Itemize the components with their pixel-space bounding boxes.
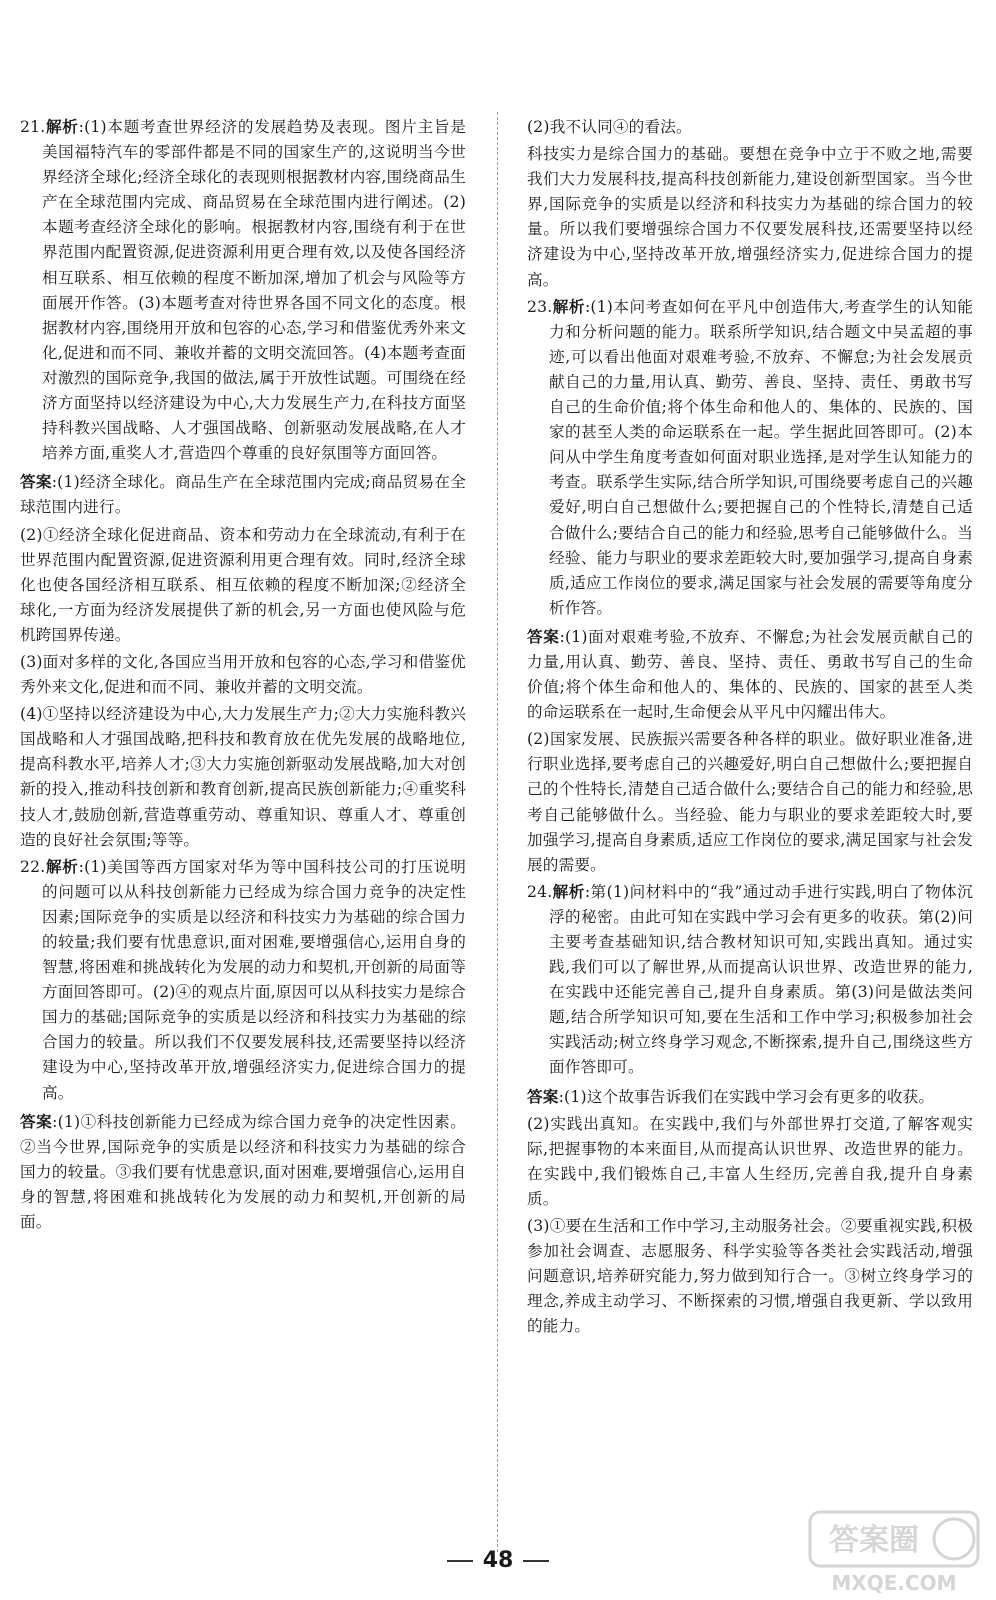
- answer-text: :(1)①科技创新能力已经成为综合国力竞争的决定性因素。②当今世界,国际竞争的实质是以经济和科技实力为基础的综合国力的较量。③我们要有忧患意识,面对困难,要增强信心,运用自身的智慧,将困难和挑战转化为发展的动力和契机,开创新的局面。: [20, 1112, 466, 1232]
- analysis-text: :(1)本题考查世界经济的发展趋势及表现。图片主旨是美国福特汽车的零部件都是不同的国家生产的,这说明当今世界经济全球化;经济全球化的表现则根据教材内容,围绕商品生产在全球范围内完成、商品贸易在全球范围内进行阐述。(2)本题考查经济全球化的影响。根据教材内容,围绕有利于在世界范围内配置资源,促进资源利用更合理有效,以及使各国经济相互联系、相互依赖的程度不断加深,增加了机会与风险等方面展开作答。(3)本题考查对待世界各国不同文化的态度。根据教材内容,围绕用开放和包容的心态,学习和借鉴优秀外来文化,促进和而不同、兼收并蓄的文明交流回答。(4)本题考查面对激烈的国际竞争,我国的做法,属于开放性试题。可围绕在经济方面坚持以经济建设为中心,大力发展生产力,在科技方面坚持科教兴国战略、人才强国战略、创新驱动发展战略,在人才培养方面,重奖人才,营造四个尊重的良好氛围等方面回答。: [42, 118, 466, 463]
- answer-paragraph: (2)我不认同④的看法。: [527, 118, 692, 136]
- answer-label: 答案: [20, 473, 52, 492]
- page-number: 48: [482, 1548, 514, 1573]
- question-22-answer: [20, 1110, 466, 1235]
- analysis-text: :(1)本问考查如何在平凡中创造伟大,考查学生的认知能力和分析问题的能力。联系所学知识,结合题文中吴孟超的事迹,可以看出他面对艰难考验,不放弃、不懈怠;为社会发展贡献自己的力量,用认真、勤劳、善良、坚持、责任、勇敢书写自己的生命价值;将个体生命和他人的、集体的、民族的、国家的甚至人类的命运联系在一起。学生据此回答即可。(2)本问从中学生角度考查如何面对职业选择,是对学生认知能力的考查。联系学生实际,结合所学知识,可围绕要考虑自己的兴趣爱好,明白自己想做什么;要把握自己的个性特长,清楚自己适合做什么;要结合自己的能力和经验,思考自己能够做什么。当经验、能力与职业的要求差距较大时,要加强学习,提高自身素质,适应工作岗位的要求,满足国家与社会发展的需要等角度分析作答。: [549, 297, 973, 617]
- answer-paragraph: (2)①经济全球化促进商品、资本和劳动力在全球流动,有利于在世界范围内配置资源,促进资源利用更合理有效。同时,经济全球化也使各国经济相互联系、相互依赖的程度不断加深;②经济全球化,一方面为经济发展提供了新的机会,另一方面也使风险与危机跨国界传递。: [20, 525, 466, 644]
- answer-text: :(1)经济全球化。商品生产在全球范围内完成;商品贸易在全球范围内进行。: [20, 473, 466, 517]
- right-column: [527, 115, 973, 1342]
- answer-text: :(1)这个故事告诉我们在实践中学习会有更多的收获。: [558, 1087, 935, 1106]
- question-number: 23.: [527, 297, 553, 316]
- answer-paragraph: (3)面对多样的文化,各国应当用开放和包容的心态,学习和借鉴优秀外来文化,促进和而不同、兼收并蓄的文明交流。: [20, 652, 466, 697]
- analysis-label: 解析: [45, 857, 79, 876]
- column-divider: [497, 112, 498, 1552]
- watermark-text-cn: 答案圈: [829, 1523, 919, 1558]
- question-24-analysis: [527, 880, 973, 1081]
- analysis-text: :第(1)问材料中的“我”通过动手进行实践,明白了物体沉浮的秘密。由此可知在实践中学习会有更多的收获。第(2)问主要考查基础知识,结合教材知识可知,实践出真知。通过实践,我们可以了解世界,从而提高认识世界、改造世界的能力,在实践中还能完善自己,提升自身素质。第(3)问是做法类问题,结合所学知识可知,要在生活和工作中学习;积极参加社会实践活动;树立终身学习观念,不断探索,提升自己,围绕这些方面作答即可。: [549, 882, 974, 1077]
- watermark-text-url: MXQE.COM: [831, 1571, 957, 1595]
- analysis-label: 解析: [552, 882, 585, 901]
- answer-paragraph: (3)①要在生活和工作中学习,主动服务社会。②要重视实践,积极参加社会调查、志愿服务、科学实验等各类社会实践活动,增强问题意识,培养研究能力,努力做到知行合一。③树立终身学习的理念,养成主动学习、不断探索的习惯,增强自我更新、学以致用的能力。: [527, 1217, 973, 1336]
- answer-paragraph: (4)①坚持以经济建设为中心,大力发展生产力;②大力实施科教兴国战略和人才强国战略,把科技和教育放在优先发展的战略地位,提高科教水平,培养人才;③大力实施创新驱动发展战略,加大对创新的投入,推动科技创新和教育创新,提高民族创新能力;④重奖科技人才,鼓励创新,营造尊重劳动、尊重知识、尊重人才、尊重创造的良好社会氛围;等等。: [20, 705, 466, 849]
- analysis-label: 解析: [45, 118, 79, 136]
- question-21-analysis: [20, 115, 466, 466]
- left-column: [20, 115, 466, 1237]
- question-23-analysis: [527, 295, 973, 621]
- footer-dash-left: [447, 1560, 473, 1562]
- watermark-circle: [934, 1519, 974, 1559]
- question-24-answer: [527, 1085, 973, 1110]
- question-number: 22.: [20, 857, 46, 876]
- answer-paragraph: (2)国家发展、民族振兴需要各种各样的职业。做好职业准备,进行职业选择,要考虑自己的兴趣爱好,明白自己想做什么;要把握自己的个性特长,清楚自己适合做什么;要结合自己的能力和经验,思考自己能够做什么。当经验、能力与职业的要求差距较大时,要加强学习,提高自身素质,适应工作岗位的要求,满足国家与社会发展的需要。: [527, 730, 973, 874]
- answer-label: 答案: [527, 1087, 559, 1106]
- question-number: 21.: [20, 118, 46, 136]
- answer-paragraph: (2)实践出真知。在实践中,我们与外部世界打交道,了解客观实际,把握事物的本来面目,从而提高认识世界、改造世界的能力。在实践中,我们锻炼自己,丰富人生经历,完善自我,提升自身素质。: [527, 1114, 973, 1208]
- question-22-analysis: [20, 855, 466, 1106]
- answer-paragraph: 科技实力是综合国力的基础。要想在竞争中立于不败之地,需要我们大力发展科技,提高科技创新能力,建设创新型国家。当今世界,国际竞争的实质是以经济和科技实力为基础的综合国力的较量。所以我们要增强综合国力不仅要发展科技,还需要坚持以经济建设为中心,坚持改革开放,增强经济实力,促进综合国力的提高。: [527, 145, 973, 289]
- watermark-logo: [804, 1506, 984, 1596]
- footer-dash-right: [523, 1560, 549, 1562]
- question-21-answer: [20, 470, 466, 520]
- answer-label: 答案: [527, 627, 560, 646]
- question-23-answer: [527, 625, 973, 725]
- question-number: 24.: [527, 882, 553, 901]
- analysis-text: :(1)美国等西方国家对华为等中国科技公司的打压说明的问题可以从科技创新能力已经成为综合国力竞争的决定性因素;国际竞争的实质是以经济和科技实力为基础的综合国力的较量;我们要有忧患意识,面对困难,要增强信心,运用自身的智慧,将困难和挑战转化为发展的动力和契机,开创新的局面等方面回答即可。(2)④的观点片面,原因可以从科技实力是综合国力的基础;国际竞争的实质是以经济和科技实力为基础的综合国力的较量。所以我们不仅要发展科技,还需要坚持以经济建设为中心,坚持改革开放,增强经济实力,促进综合国力的提高。: [42, 857, 466, 1102]
- answer-text: :(1)面对艰难考验,不放弃、不懈怠;为社会发展贡献自己的力量,用认真、勤劳、善良、坚持、责任、勇敢书写自己的生命价值;将个体生命和他人的、集体的、民族的、国家的甚至人类的命运联系在一起时,生命便会从平凡中闪耀出伟大。: [527, 627, 973, 722]
- analysis-label: 解析: [552, 297, 585, 316]
- answer-label: 答案: [20, 1112, 53, 1131]
